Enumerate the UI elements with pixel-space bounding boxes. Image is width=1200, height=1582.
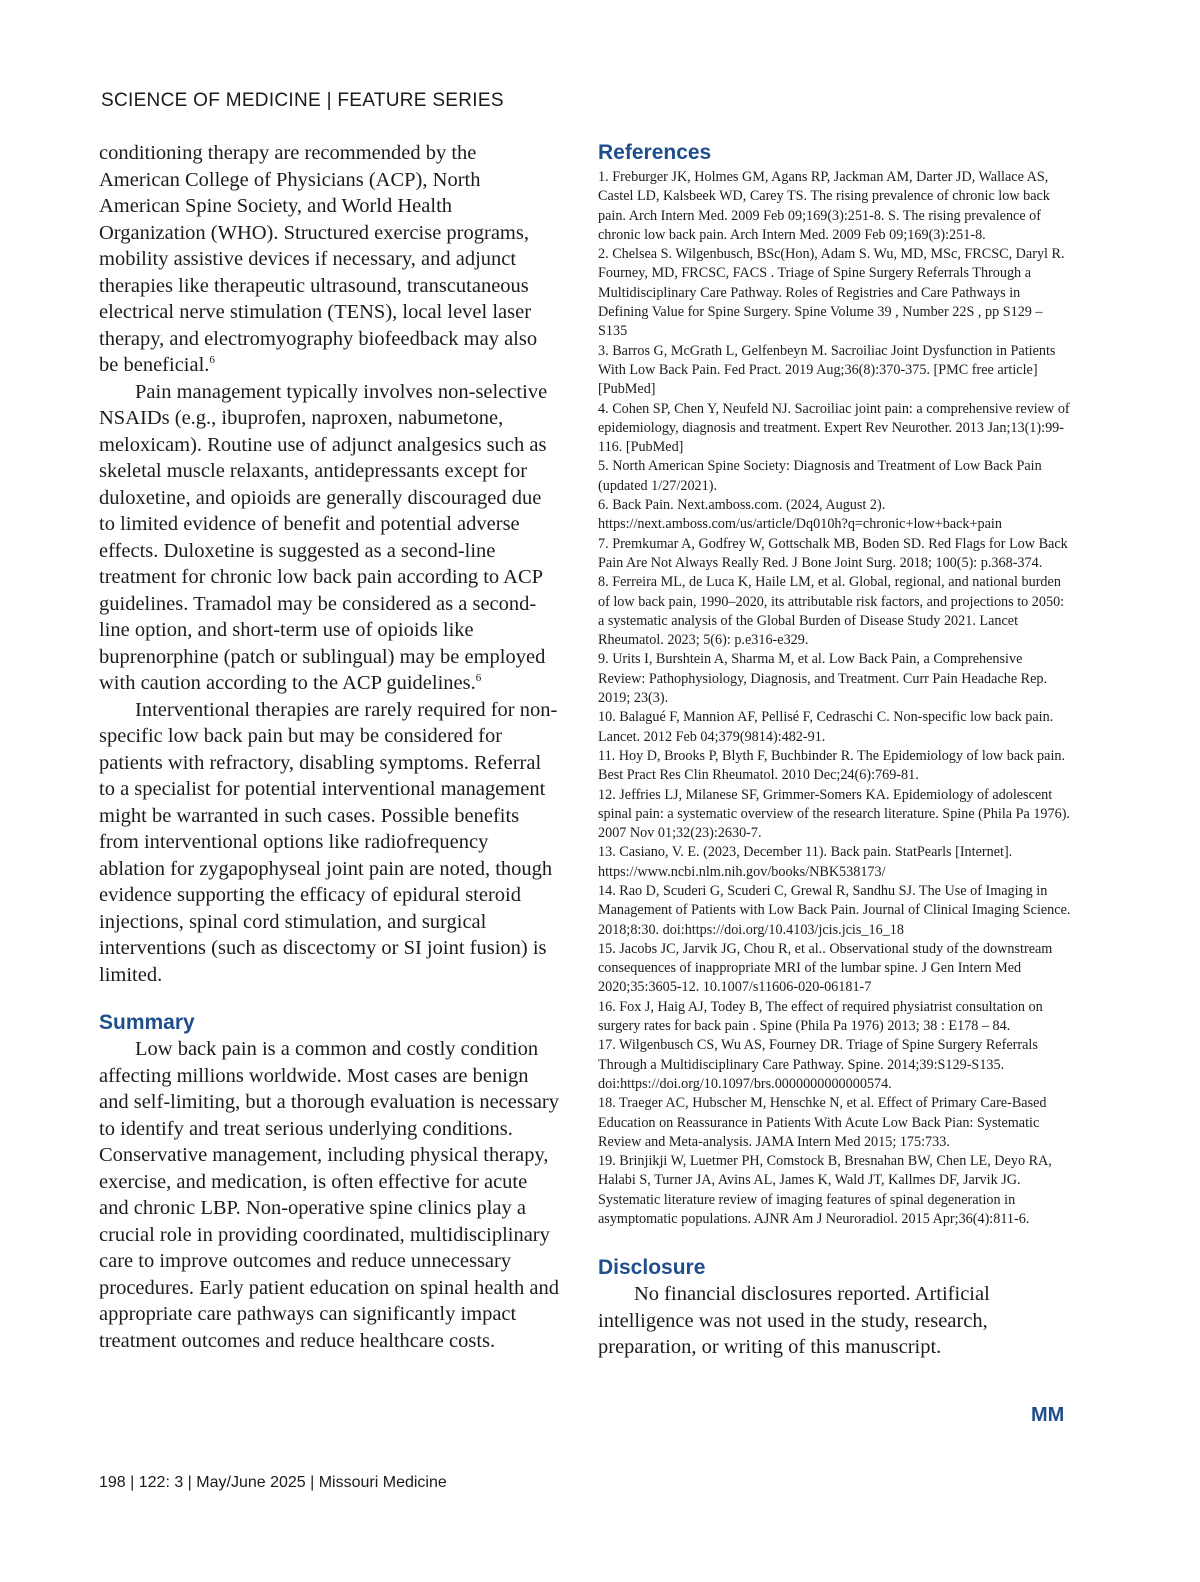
summary-paragraph: Low back pain is a common and costly condition affecting millions worldwide. Most cases are benign and self-limiting, but a thorough evaluation is necessary to identify and treat serious underlying conditions. Conservative management, including physical therapy, exercise, and medication, is often effective for acute and chronic LBP. Non-operative spine clinics play a crucial role in providing coordinated, multidisciplinary care to improve outcomes and reduce unnecessary procedures. Early patient education on spinal health and appropriate care pathways can significantly impact treatment outcomes and reduce healthcare costs. [99,1038,559,1352]
summary-heading: Summary [99,1011,195,1034]
left-column [99,140,559,1354]
reference-item: 18. Traeger AC, Hubscher M, Henschke N, et al. Effect of Primary Care-Based Education on Reassurance in Patients With Acute Low Back Pian: Systematic Review and Meta-analysis. JAMA Intern Med 2015; 175:733. [598,1095,1047,1150]
reference-item: 9. Urits I, Burshtein A, Sharma M, et al. Low Back Pain, a Comprehensive Review: Pathophysiology, Diagnosis, and Treatment. Curr Pain Headache Rep. 2019; 23(3). [598,651,1048,707]
body-paragraph-1: conditioning therapy are recommended by the American College of Physicians (ACP), North American Spine Society, and World Health Organization (WHO). Structured exercise programs, mobility assistive devices if necessary, and adjunct therapies like therapeutic ultrasound, transcutaneous electrical nerve stimulation (TENS), local level laser therapy, and electromyography biofeedback may also be beneficial.$^6$ [99,142,538,376]
reference-item: 6. Back Pain. Next.amboss.com. (2024, August 2). https://next.amboss.com/us/article/Dq010h?q=chronic+low+back+pain [598,497,1002,533]
disclosure-paragraph: No financial disclosures reported. Artificial intelligence was not used in the study, research, preparation, or writing of this manuscript. [598,1283,990,1359]
reference-item: 11. Hoy D, Brooks P, Blyth F, Buchbinder R. The Epidemiology of low back pain. Best Pract Res Clin Rheumatol. 2010 Dec;24(6):769-81. [598,747,1066,784]
reference-item: 19. Brinjikji W, Luetmer PH, Comstock B, Bresnahan BW, Chen LE, Deyo RA, Halabi S, Turner JA, Avins AL, James K, Wald JT, Kallmes DF, Jarvik JG. Systematic literature review of imaging features of spinal degeneration in asymptomatic populations. AJNR Am J Neuroradiol. 2015 Apr;36(4):811-6. [598,1153,1052,1228]
reference-item: 5. North American Spine Society: Diagnosis and Treatment of Low Back Pain (updated 1/27/2021). [598,458,1042,494]
reference-item: 12. Jeffries LJ, Milanese SF, Grimmer-Somers KA. Epidemiology of adolescent spinal pain: a systematic overview of the research literature. Spine (Phila Pa 1976). 2007 Nov 01;32(23):2630-7. [598,786,1070,842]
reference-item: 4. Cohen SP, Chen Y, Neufeld NJ. Sacroiliac joint pain: a comprehensive review of epidemiology, diagnosis and treatment. Expert Rev Neurother. 2013 Jan;13(1):99-116. [PubMed] [598,400,1070,456]
references-list [598,168,1072,1229]
reference-item: 1. Freburger JK, Holmes GM, Agans RP, Jackman AM, Darter JD, Wallace AS, Castel LD, Kalsbeek WD, Carey TS. The rising prevalence of chronic low back pain. Arch Intern Med. 2009 Feb 09;169(3):251-8. S. The rising prevalence of chronic low back pain. Arch Intern Med. 2009 Feb 09;169(3):251-8. [598,169,1050,243]
reference-item: 10. Balagué F, Mannion AF, Pellisé F, Cedraschi C. Non-specific low back pain. Lancet. 2012 Feb 04;379(9814):482-91. [598,709,1054,745]
reference-item: 8. Ferreira ML, de Luca K, Haile LM, et al. Global, regional, and national burden of low back pain, 1990–2020, its attributable risk factors, and projections to 2050: a systematic analysis of the Global Burden of Disease Study 2021. Lancet Rheumatol. 2023; 5(6): p.e316-e329. [598,574,1065,649]
citation-superscript: 6 [209,354,215,367]
reference-item: 17. Wilgenbusch CS, Wu AS, Fourney DR. Triage of Spine Surgery Referrals Through a Multidisciplinary Care Pathway. Spine. 2014;39:S129-S135. doi:https://doi.org/10.1097/brs.0000000000000574. [598,1037,1038,1092]
reference-item: 13. Casiano, V. E. (2023, December 11). Back pain. StatPearls [Internet]. https://www.ncbi.nlm.nih.gov/books/NBK538173/ [598,844,1013,880]
disclosure-heading: Disclosure [598,1256,706,1280]
running-header: SCIENCE OF MEDICINE | FEATURE SERIES [101,90,504,111]
references-heading: References [598,141,712,164]
reference-item: 16. Fox J, Haig AJ, Todey B, The effect of required physiatrist consultation on surgery rates for back pain . Spine (Phila Pa 1976) 2013; 38 : E178 – 84. [598,998,1043,1035]
body-paragraph-3: Interventional therapies are rarely required for non-specific low back pain but may be considered for patients with refractory, disabling symptoms. Referral to a specialist for potential interventional management might be warranted in such cases. Possible benefits from interventional options like radiofrequency ablation for zygapophyseal joint pain are noted, though evidence supporting the efficacy of epidural steroid injections, spinal cord stimulation, and surgical interventions (such as discectomy or SI joint fusion) is limited. [99,698,558,986]
right-column [598,140,1072,1361]
reference-item: 7. Premkumar A, Godfrey W, Gottschalk MB, Boden SD. Red Flags for Low Back Pain Are Not Always Really Red. J Bone Joint Surg. 2018; 100(5): p.368-374. [598,535,1068,571]
body-paragraph-2: Pain management typically involves non-selective NSAIDs (e.g., ibuprofen, naproxen, nabumetone, meloxicam). Routine use of adjunct analgesics such as skeletal muscle relaxants, antidepressants except for duloxetine, and opioids are generally discouraged due to limited evidence of benefit and potential adverse effects. Duloxetine is suggested as a second-line treatment for chronic low back pain according to ACP guidelines. Tramadol may be considered as a second-line option, and short-term use of opioids like buprenorphine (patch or sublingual) may be employed with caution according to the ACP guidelines.$^6$ [99,380,548,694]
reference-item: 3. Barros G, McGrath L, Gelfenbeyn M. Sacroiliac Joint Dysfunction in Patients With Low Back Pain. Fed Pract. 2019 Aug;36(8):370-375. [PMC free article] [PubMed] [598,342,1056,398]
reference-item: 14. Rao D, Scuderi G, Scuderi C, Grewal R, Sandhu SJ. The Use of Imaging in Management of Patients with Low Back Pain. Journal of Clinical Imaging Science. 2018;8:30. doi:https://doi.org/10.4103/jcis.jcis_16_18 [598,882,1071,938]
reference-item: 15. Jacobs JC, Jarvik JG, Chou R, et al.. Observational study of the downstream consequences of inappropriate MRI of the lumbar spine. J Gen Intern Med 2020;35:3605-12. 10.1007/s11606-020-06181-7 [598,940,1053,996]
reference-item: 2. Chelsea S. Wilgenbusch, BSc(Hon), Adam S. Wu, MD, MSc, FRCSC, Daryl R. Fourney, MD, FRCSC, FACS . Triage of Spine Surgery Referrals Through a Multidisciplinary Care Pathway. Roles of Registries and Care Pathways in Defining Value for Spine Surgery. Spine Volume 39 , Number 22S , pp S129 – S135 [598,246,1065,340]
page-footer: 198 | 122: 3 | May/June 2025 | Missouri Medicine [99,1474,447,1491]
end-of-article-mark: MM [1031,1404,1065,1426]
citation-superscript: 6 [475,672,482,685]
